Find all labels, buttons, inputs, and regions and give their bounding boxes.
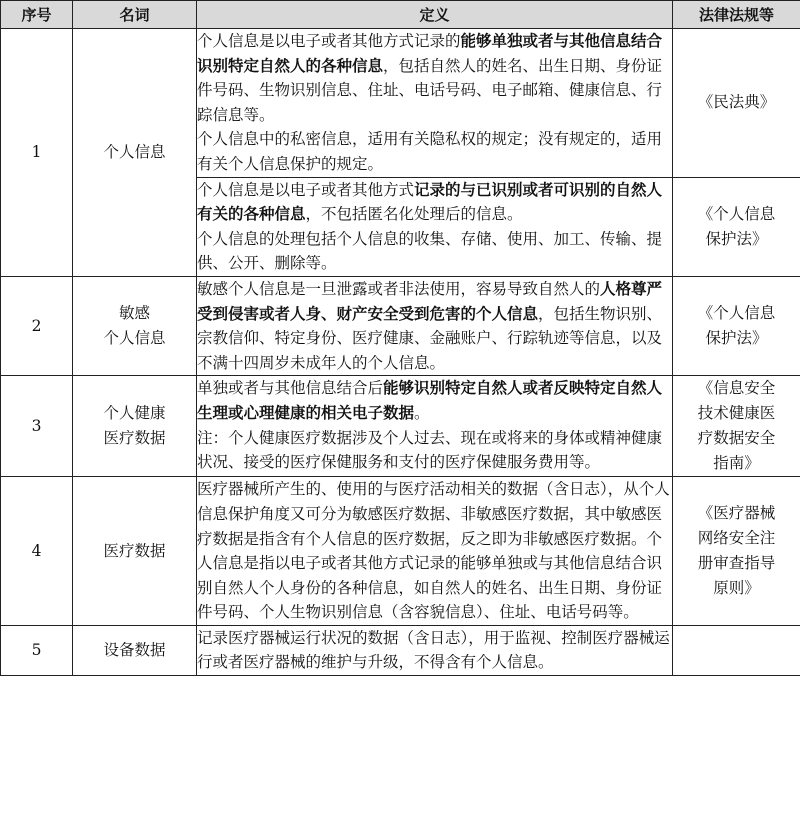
definition-paragraph (197, 227, 672, 276)
law-source-line: 册审查指导 (697, 554, 776, 573)
definition-emphasis: 记录的与已识别或者可识别的自然人有关的各种信息 (197, 179, 663, 224)
law-source-line: 《个人信息 (697, 204, 776, 223)
row-number: 1 (1, 29, 73, 277)
definition-paragraph (197, 29, 672, 127)
law-source-line: 保护法》 (705, 329, 768, 348)
definition-text: 单独或者与其他信息结合后 (197, 379, 384, 398)
row-number: 2 (1, 276, 73, 375)
definition-text: 注：个人健康医疗数据涉及个人过去、现在或将来的身体或精神健康状况、接受的医疗保健服务和支付的医疗保健服务费用等。 (197, 428, 663, 472)
law-source-line: 疗数据安全 (697, 429, 776, 448)
definition-paragraph (197, 277, 672, 375)
definition-emphasis: 人格尊严受到侵害或者人身、财产安全受到危害的个人信息 (197, 278, 663, 323)
law-source-line: 《信息安全 (697, 379, 776, 398)
term-name-line: 设备数据 (103, 640, 166, 659)
header-law: 法律法规等 (673, 1, 800, 29)
table-row (1, 29, 800, 178)
definition-cell (197, 477, 673, 626)
table-body (1, 29, 800, 676)
definition-text: 敏感个人信息是一旦泄露或者非法使用，容易导致自然人的 (197, 279, 601, 298)
row-number: 3 (1, 376, 73, 477)
header-row (1, 1, 800, 29)
definition-cell (197, 177, 673, 276)
definition-emphasis: 能够单独或者与其他信息结合识别特定自然人的各种信息 (197, 31, 663, 75)
law-source-line: 技术健康医 (697, 404, 776, 423)
law-source-line: 指南》 (713, 454, 760, 473)
law-source-line: 《个人信息 (697, 304, 776, 323)
law-source-line: 网络安全注 (697, 529, 776, 548)
term-name-line: 个人信息 (103, 142, 166, 161)
definition-paragraph (197, 626, 672, 675)
definition-paragraph (197, 127, 672, 176)
definition-cell (197, 625, 673, 675)
term-name (73, 276, 197, 375)
law-source (673, 276, 800, 375)
definition-text: ，不包括匿名化处理后的信息。 (305, 205, 523, 224)
table-row (1, 477, 800, 626)
law-source-line: 保护法》 (705, 229, 768, 248)
term-name-line: 个人健康 (103, 404, 166, 423)
definition-paragraph (197, 477, 672, 625)
table-row (1, 376, 800, 477)
law-source (673, 177, 800, 276)
term-name-line: 医疗数据 (103, 429, 166, 448)
law-source (673, 376, 800, 477)
term-name-line: 敏感 (118, 304, 150, 323)
law-source (673, 29, 800, 178)
row-number: 4 (1, 477, 73, 626)
term-name (73, 376, 197, 477)
definition-text: 个人信息的处理包括个人信息的收集、存储、使用、加工、传输、提供、公开、删除等。 (197, 229, 663, 273)
term-name (73, 477, 197, 626)
definition-text: 记录医疗器械运行状况的数据（含日志），用于监视、控制医疗器械运行或者医疗器械的维护与升级，不得含有个人信息。 (197, 628, 670, 672)
definition-text: 个人信息是以电子或者其他方式 (197, 180, 415, 199)
law-source-line: 原则》 (713, 579, 760, 598)
table-row (1, 625, 800, 675)
definition-text: ，包括自然人的姓名、出生日期、身份证件号码、生物识别信息、住址、电话号码、电子邮箱、健康信息、行踪信息等。 (197, 56, 663, 124)
law-source-line: 《医疗器械 (697, 504, 776, 523)
row-number: 5 (1, 625, 73, 675)
definition-cell (197, 376, 673, 477)
definition-paragraph (197, 376, 672, 425)
table-row (1, 276, 800, 375)
definition-paragraph (197, 178, 672, 227)
law-source (673, 477, 800, 626)
definition-cell (197, 276, 673, 375)
term-name-line: 医疗数据 (103, 541, 166, 560)
definition-text: ，包括生物识别、宗教信仰、特定身份、医疗健康、金融账户、行踪轨迹等信息，以及不满十四周岁未成年人的个人信息。 (197, 304, 663, 372)
term-name-line: 个人信息 (103, 329, 166, 348)
definition-text: 。 (414, 403, 430, 422)
header-name: 名词 (73, 1, 197, 29)
header-num: 序号 (1, 1, 73, 29)
definition-emphasis: 能够识别特定自然人或者反映特定自然人生理或心理健康的相关电子数据 (197, 378, 663, 422)
definition-paragraph (197, 426, 672, 475)
header-definition: 定义 (197, 1, 673, 29)
law-source (673, 625, 800, 675)
term-name (73, 29, 197, 277)
definition-text: 个人信息是以电子或者其他方式记录的 (197, 32, 461, 50)
definition-text: 医疗器械所产生的、使用的与医疗活动相关的数据（含日志），从个人信息保护角度又可分为敏感医疗数据、非敏感医疗数据，其中敏感医疗数据是指含有个人信息的医疗数据，反之即为非敏感医疗数据。个人信息是指以电子或者其他方式记录的能够单独或与其他信息结合识别自然人个人身份的各种信息，如自然人的姓名、出生日期、身份证件号码、个人生物识别信息（含容貌信息）、住址、电话号码等。 (197, 480, 670, 622)
law-source-line: 《民法典》 (697, 93, 776, 112)
definition-text: 个人信息中的私密信息，适用有关隐私权的规定；没有规定的，适用有关个人信息保护的规定。 (197, 130, 663, 173)
definition-cell (197, 29, 673, 178)
term-name (73, 625, 197, 675)
